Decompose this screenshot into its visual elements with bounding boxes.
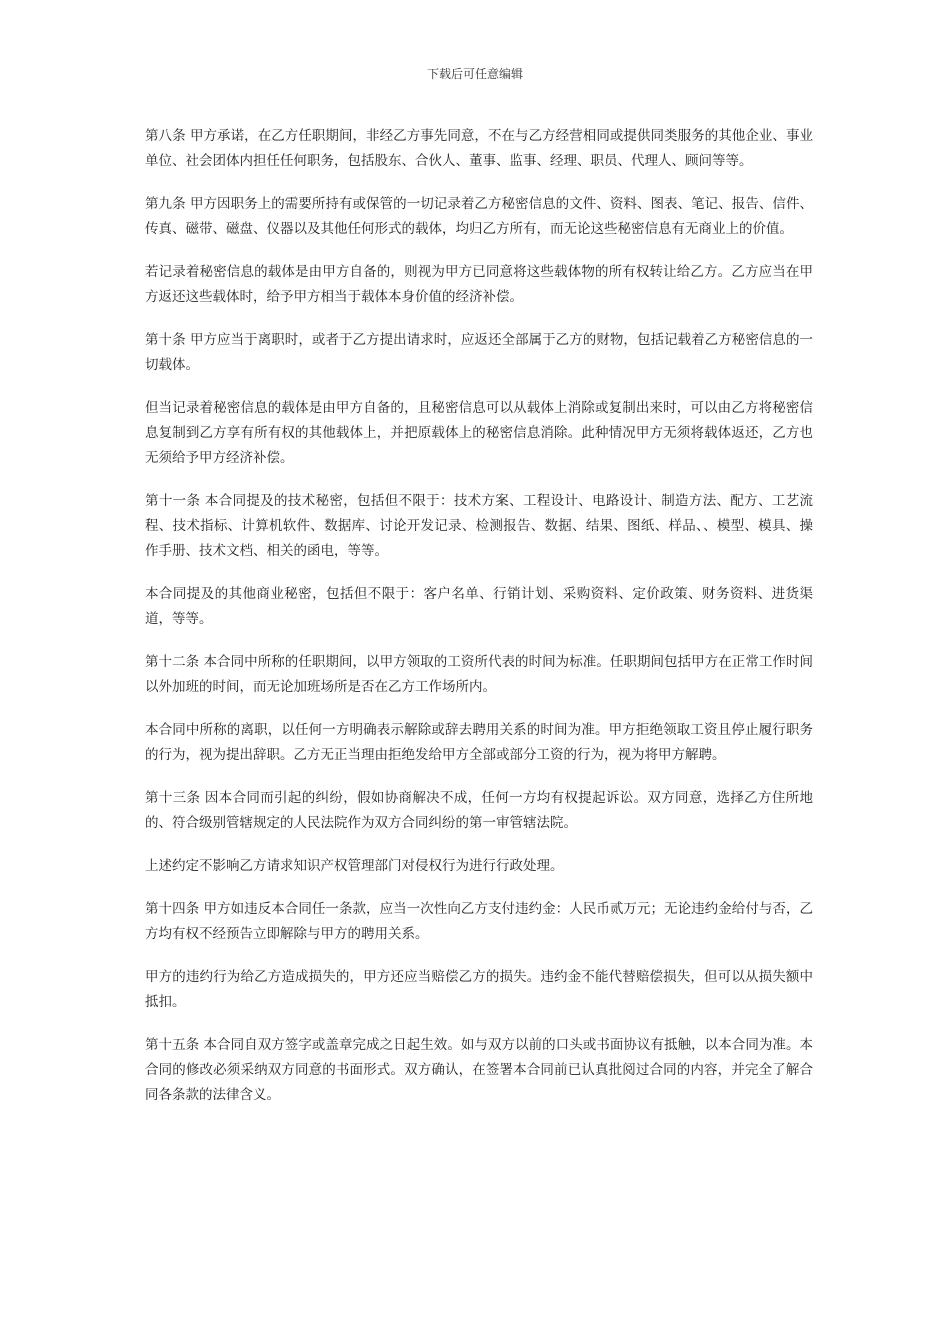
article-12-clause-paragraph: 本合同中所称的离职，以任何一方明确表示解除或辞去聘用关系的时间为准。甲方拒绝领取工资且停止履行职务的行为，视为提出辞职。乙方无正当理由拒绝发给甲方全部或部分工资的行为，视为将甲方解聘。	[145, 722, 813, 763]
article-10-clause-paragraph: 但当记录着秘密信息的载体是由甲方自备的，且秘密信息可以从载体上消除或复制出来时，可以由乙方将秘密信息复制到乙方享有所有权的其他载体上，并把原载体上的秘密信息消除。此种情况甲方无须将载体返还，乙方也无须给予甲方经济补偿。	[145, 400, 813, 466]
article-10-paragraph: 第十条 甲方应当于离职时，或者于乙方提出请求时，应返还全部属于乙方的财物，包括记载着乙方秘密信息的一切载体。	[145, 332, 813, 373]
article-13-paragraph: 第十三条 因本合同而引起的纠纷，假如协商解决不成，任何一方均有权提起诉讼。双方同意，选择乙方住所地的、符合级别管辖规定的人民法院作为双方合同纠纷的第一审管辖法院。	[145, 790, 813, 831]
article-8-paragraph: 第八条 甲方承诺，在乙方任职期间，非经乙方事先同意，不在与乙方经营相同或提供同类服务的其他企业、事业单位、社会团体内担任任何职务，包括股东、合伙人、董事、监事、经理、职员、代理人、顾问等等。	[145, 128, 813, 169]
article-9-clause-paragraph: 若记录着秘密信息的载体是由甲方自备的，则视为甲方已同意将这些载体物的所有权转让给乙方。乙方应当在甲方返还这些载体时，给予甲方相当于载体本身价值的经济补偿。	[145, 264, 813, 305]
article-14-paragraph: 第十四条 甲方如违反本合同任一条款，应当一次性向乙方支付违约金：人民币贰万元；无论违约金给付与否，乙方均有权不经预告立即解除与甲方的聘用关系。	[145, 901, 813, 942]
article-9-paragraph: 第九条 甲方因职务上的需要所持有或保管的一切记录着乙方秘密信息的文件、资料、图表、笔记、报告、信件、传真、磁带、磁盘、仪器以及其他任何形式的载体，均归乙方所有，而无论这些秘密信息有无商业上的价值。	[145, 196, 813, 237]
document-body	[145, 124, 813, 1126]
page-header: 下载后可任意编辑	[426, 67, 523, 81]
article-14-clause-paragraph: 甲方的违约行为给乙方造成损失的，甲方还应当赔偿乙方的损失。违约金不能代替赔偿损失，但可以从损失额中抵扣。	[145, 969, 813, 1010]
article-13-clause-paragraph: 上述约定不影响乙方请求知识产权管理部门对侵权行为进行行政处理。	[145, 858, 564, 874]
article-12-paragraph: 第十二条 本合同中所称的任职期间，以甲方领取的工资所代表的时间为标准。任职期间包括甲方在正常工作时间以外加班的时间，而无论加班场所是否在乙方工作场所内。	[145, 654, 813, 695]
article-15-paragraph: 第十五条 本合同自双方签字或盖章完成之日起生效。如与双方以前的口头或书面协议有抵触，以本合同为准。本合同的修改必须采纳双方同意的书面形式。双方确认，在签署本合同前已认真批阅过合同的内容，并完全了解合同各条款的法律含义。	[145, 1037, 813, 1103]
article-11-clause-paragraph: 本合同提及的其他商业秘密，包括但不限于：客户名单、行销计划、采购资料、定价政策、财务资料、进货渠道，等等。	[145, 586, 813, 627]
article-11-paragraph: 第十一条 本合同提及的技术秘密，包括但不限于：技术方案、工程设计、电路设计、制造方法、配方、工艺流程、技术指标、计算机软件、数据库、讨论开发记录、检测报告、数据、结果、图纸、样品、、模型、模具、操作手册、技术文档、相关的函电，等等。	[145, 493, 813, 559]
